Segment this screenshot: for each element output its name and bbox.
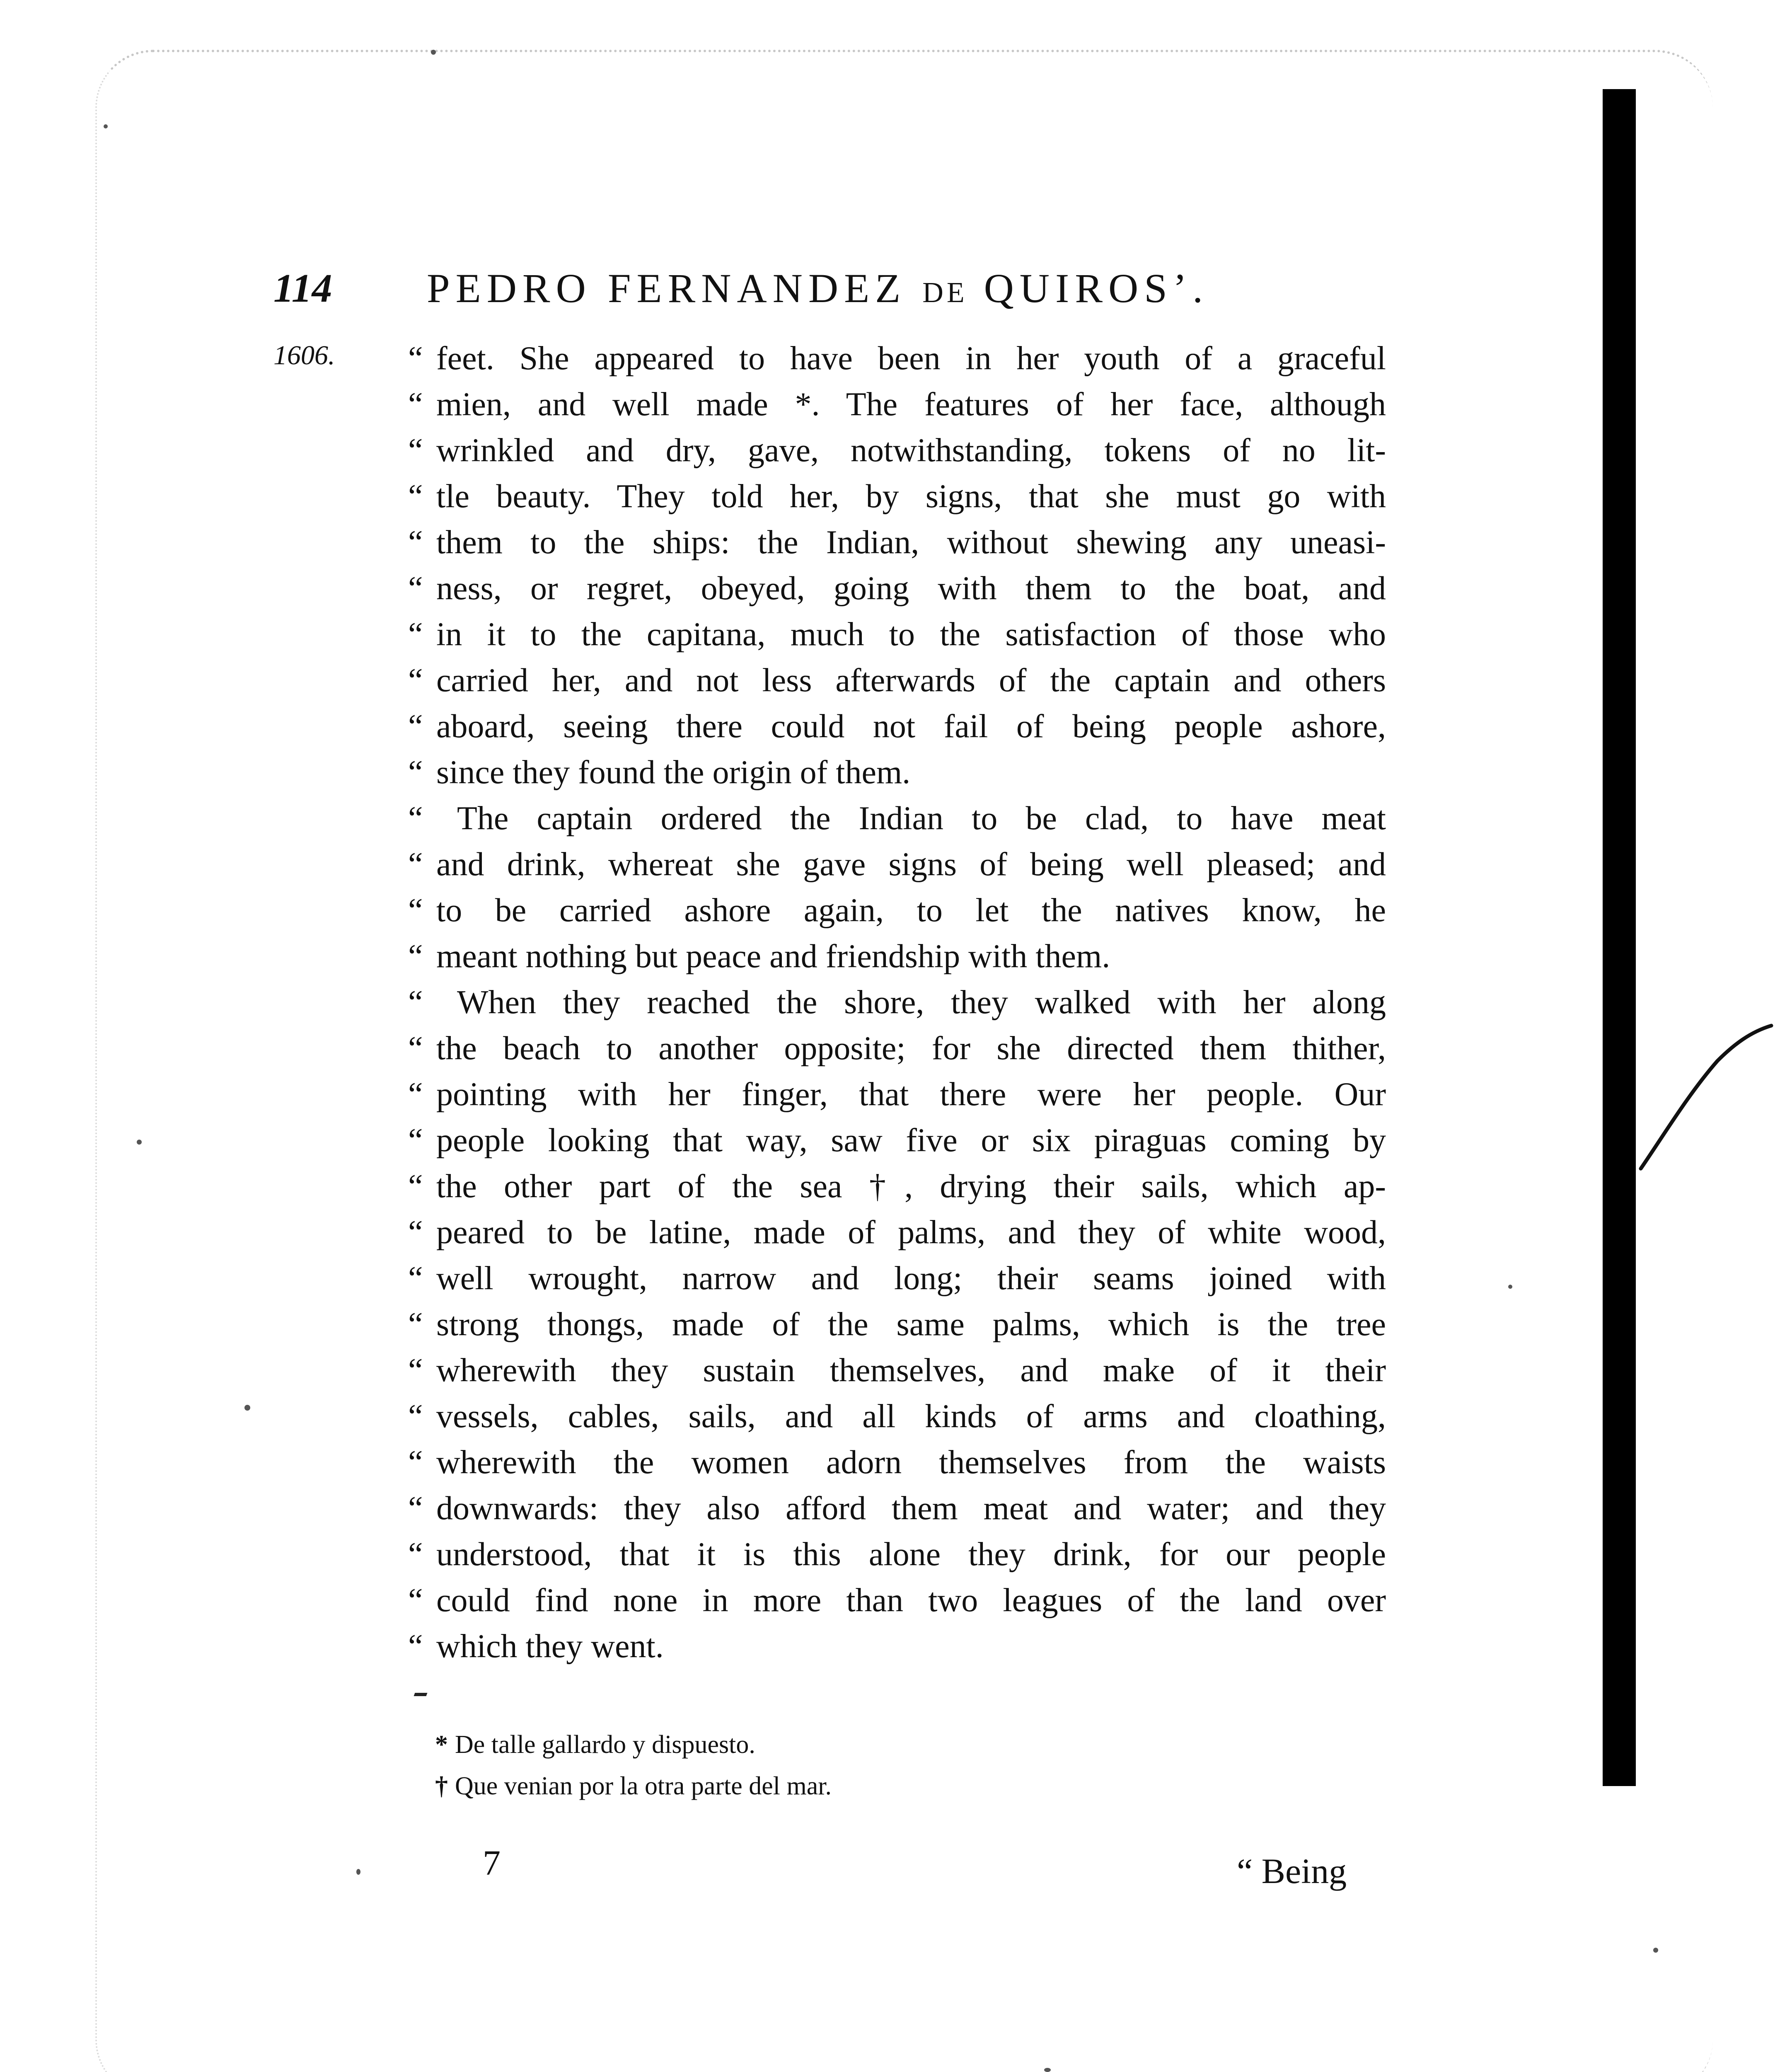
text-line: [408, 934, 1386, 980]
line-text: ness, or regret, obeyed, going with them to the boat, and: [436, 570, 1386, 607]
text-line: [408, 704, 1386, 750]
quote-mark: “: [408, 1628, 423, 1665]
line-text: tle beauty. They told her, by signs, that she must go with: [436, 478, 1386, 515]
quote-mark: “: [408, 754, 423, 791]
quote-mark: “: [408, 800, 423, 837]
page-number: 114: [273, 266, 332, 311]
text-line: [408, 1118, 1386, 1164]
line-text: aboard, seeing there could not fail of being people ashore,: [436, 708, 1386, 745]
text-line: [408, 1210, 1386, 1256]
running-head-name: PEDRO FERNANDEZ: [427, 265, 923, 311]
line-text: peared to be latine, made of palms, and they of white wood,: [436, 1214, 1386, 1251]
line-text: understood, that it is this alone they drink, for our people: [436, 1536, 1386, 1573]
body-text: [408, 336, 1386, 1670]
line-text: strong thongs, made of the same palms, which is the tree: [436, 1306, 1386, 1343]
text-line: [408, 474, 1386, 520]
quote-mark: “: [408, 1076, 423, 1113]
footnote-mark: *: [435, 1731, 448, 1759]
text-line: [408, 612, 1386, 658]
line-text: pointing with her finger, that there were her people. Our: [436, 1076, 1386, 1113]
catchword: “ Being: [1237, 1851, 1347, 1891]
text-line: [408, 1302, 1386, 1348]
line-text: and drink, whereat she gave signs of being well pleased; and: [436, 846, 1386, 883]
quote-mark: “: [408, 386, 423, 423]
quote-mark: “: [408, 892, 423, 929]
text-line: [408, 382, 1386, 428]
running-head-surname: QUIROS: [967, 265, 1173, 311]
footnote-rule: [414, 1693, 428, 1696]
text-line: [408, 1440, 1386, 1486]
quote-mark: “: [408, 570, 423, 607]
line-text: When they reached the shore, they walked with her along: [457, 984, 1386, 1021]
text-line: [408, 980, 1386, 1026]
quote-mark: “: [408, 1444, 423, 1481]
line-text: in it to the capitana, much to the satisfaction of those who: [436, 616, 1386, 653]
text-line: [408, 1486, 1386, 1532]
line-text: the beach to another opposite; for she directed them thither,: [436, 1030, 1386, 1067]
quote-mark: “: [408, 1306, 423, 1343]
quote-mark: “: [408, 1536, 423, 1573]
quote-mark: “: [408, 938, 423, 975]
page-header: [273, 265, 1392, 327]
binding-shadow: [1603, 89, 1636, 1786]
text-line: [408, 842, 1386, 888]
footnotes: [435, 1724, 1098, 1807]
line-text: vessels, cables, sails, and all kinds of arms and cloathing,: [436, 1398, 1386, 1435]
margin-year: 1606.: [273, 340, 335, 370]
running-head-suffix: ’.: [1173, 265, 1209, 311]
text-line: [408, 888, 1386, 934]
line-text: The captain ordered the Indian to be clad, to have meat: [457, 800, 1386, 837]
text-line: [408, 1026, 1386, 1072]
footnote-text: De talle gallardo y dispuesto.: [455, 1731, 755, 1759]
quote-mark: “: [408, 616, 423, 653]
line-text: wherewith they sustain themselves, and make of it their: [436, 1352, 1386, 1389]
text-line: [408, 750, 1386, 796]
footnote-text: Que venian por la otra parte del mar.: [455, 1772, 832, 1800]
margin-ink-stroke: [1639, 1024, 1780, 1181]
line-text: them to the ships: the Indian, without shewing any uneasi-: [436, 524, 1386, 561]
quote-mark: “: [408, 1352, 423, 1389]
text-line: [408, 1578, 1386, 1624]
line-text: mien, and well made *. The features of her face, although: [436, 386, 1386, 423]
text-line: [408, 1164, 1386, 1210]
line-text: which they went.: [436, 1628, 664, 1665]
line-text: people looking that way, saw five or six piraguas coming by: [436, 1122, 1386, 1159]
line-text: wrinkled and dry, gave, notwithstanding, tokens of no lit-: [436, 432, 1386, 469]
quote-mark: “: [408, 478, 423, 515]
line-text: feet. She appeared to have been in her youth of a graceful: [436, 340, 1386, 377]
quote-mark: “: [408, 1168, 423, 1205]
text-line: [408, 658, 1386, 704]
quote-mark: “: [408, 662, 423, 699]
line-text: to be carried ashore again, to let the natives know, he: [436, 892, 1386, 929]
quote-mark: “: [408, 1398, 423, 1435]
line-text: since they found the origin of them.: [436, 754, 911, 791]
quote-mark: “: [408, 1582, 423, 1619]
line-text: could find none in more than two leagues of the land over: [436, 1582, 1386, 1619]
quote-mark: “: [408, 524, 423, 561]
line-text: the other part of the sea †, drying their sails, which ap-: [436, 1168, 1386, 1205]
quote-mark: “: [408, 708, 423, 745]
quote-mark: “: [408, 432, 423, 469]
text-line: [408, 1072, 1386, 1118]
quote-mark: “: [408, 1260, 423, 1297]
line-text: downwards: they also afford them meat and water; and they: [436, 1490, 1386, 1527]
signature-mark: 7: [483, 1843, 501, 1883]
quote-mark: “: [408, 1030, 423, 1067]
text-line: [408, 1394, 1386, 1440]
text-line: [408, 428, 1386, 474]
quote-mark: “: [408, 1490, 423, 1527]
text-line: [408, 566, 1386, 612]
running-head: [427, 264, 1209, 312]
line-text: meant nothing but peace and friendship with them.: [436, 938, 1110, 975]
line-text: wherewith the women adorn themselves from the waists: [436, 1444, 1386, 1481]
footnote: [435, 1724, 1098, 1765]
line-text: well wrought, narrow and long; their seams joined with: [436, 1260, 1386, 1297]
text-line: [408, 336, 1386, 382]
running-head-de: DE: [922, 277, 968, 309]
footnote-mark: †: [435, 1772, 448, 1800]
text-line: [408, 1256, 1386, 1302]
quote-mark: “: [408, 1122, 423, 1159]
quote-mark: “: [408, 846, 423, 883]
text-line: [408, 520, 1386, 566]
quote-mark: “: [408, 340, 423, 377]
footnote: [435, 1765, 1098, 1807]
quote-mark: “: [408, 1214, 423, 1251]
text-line: [408, 1532, 1386, 1578]
text-line: [408, 1624, 1386, 1670]
quote-mark: “: [408, 984, 423, 1021]
text-line: [408, 796, 1386, 842]
text-line: [408, 1348, 1386, 1394]
line-text: carried her, and not less afterwards of the captain and others: [436, 662, 1386, 699]
